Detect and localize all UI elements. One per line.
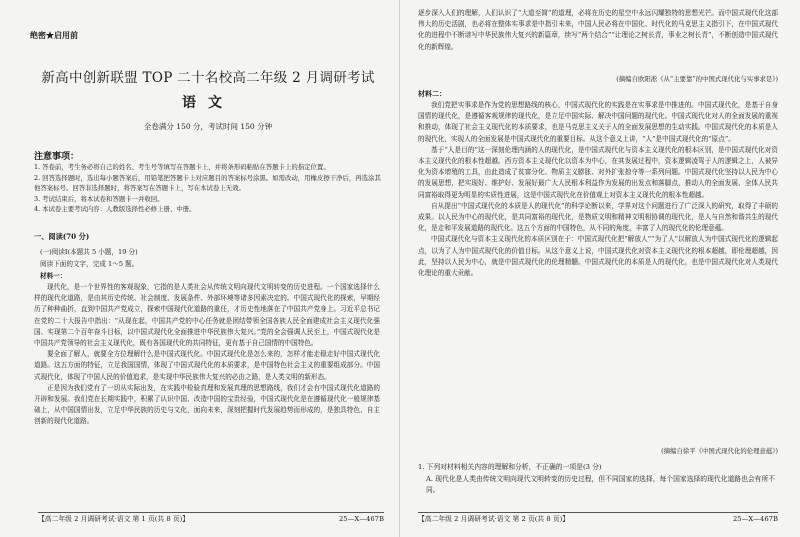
footer-text: 【高二年级 2 月调研考试·语文 第 1 页(共 8 页)】 [38,515,190,523]
paragraph: 中国式现代化与资本主义现代化的本质区别在于：中国式现代化把“解放人”“为了人”以解放人为中国式现代化的逻辑起点，以为了人为中国式现代化的价值目标。从这个意义上说，中国式现代化对资本主义现代化的根本超越，即伦理超越，因此，坚持以人民为中心，就是中国式现代化的伦理精髓。中国式现代化的本质是人的现代化，也是中国式现代化对人类现代化理论的重大贡献。 [418,235,778,278]
citation: (摘编自欧阳淞《从“主要靠”的中国式现代化与实事求是》) [616,75,778,83]
material-heading: 材料一： [40,272,67,280]
paragraph: 自从提出“中国式现代化的本质是人的现代化”的科学论断以来，学界对这个问题进行了广泛深入的研究，取得了丰硕的成果。以人民为中心的现代化，是共同富裕的现代化，是物质文明和精神文明相协调的现代化，是人与自然和谐共生的现代化，是走和平发展道路的现代化。这五个方面的中国特色，从不同的角度，丰富了人的现代化的伦理意蕴。 [418,201,778,233]
notice-item: 3. 考试结束后，将本试卷和答题卡一并收回。 [34,194,164,203]
exam-subject: 语文 [182,95,234,111]
footer-left [38,512,384,525]
material1-continuation [418,8,778,53]
section-instruction: 阅读下面的文字，完成 1～5 题。 [40,260,139,268]
footer-text: 【高二年级 2 月调研考试·语文 第 2 页(共 8 页)】 [418,515,570,523]
page-divider [399,0,400,537]
material2-body [418,100,778,440]
secret-mark: 绝密★启用前 [30,30,78,40]
option-a: A. 现代化是人类由传统文明向现代文明转变的历史过程，但不同国家的选择，每个国家选择的现代化道路也会有所不同。 [426,475,776,495]
exam-meta: 全卷满分 150 分，考试时间 150 分钟 [143,122,273,131]
question-1: 1. 下列对材料相关内容的理解和分析，不正确的一项是(3 分) [418,463,602,471]
paragraph: 现代化，是一个世界性的客观现象，它指的是人类社会从传统文明向现代文明转变的历史进程。一个国家选择什么样的现代化道路，是由其历史传统、社会制度、发展条件、外部环境等诸多因素决定的。中国式现代化的探索，早期经历了种种曲折，直到中国共产党成立，探索中国现代化道路的重任，才历史性地落在了中国共产党身上。习近平总书记在党的二十大报告中指出：“从现在起，中国共产党的中心任务就是团结带领全国各族人民全面建成社会主义现代化强国、实现第二个百年奋斗目标，以中国式现代化全面推进中华民族伟大复兴。”党的全会强调人民至上，中国式现代化是中国共产党领导的社会主义现代化，既有各国现代化的共同特征，更有基于自己国情的中国特色。 [34,283,380,348]
notice-item: 1. 答卷前，考生务必将自己的姓名、考生号等填写在答题卡上，并将条形码粘贴在答题卡上的指定位置。 [34,163,330,171]
paragraph: 基于“人是目的”这一深刻伦理内涵的人的现代化，是中国式现代化与资本主义现代化的根本区别，是中国式现代化对资本主义现代化的根本性超越。西方资本主义现代化以资本为中心，在其发展过程中，资本逻辑凌驾于人的逻辑之上，人被异化为资本增殖的工具，由此造成了贫富分化、物质主义膨胀、对外扩张掠夺等一系列问题。中国式现代化坚持以人民为中心的发展思想，把实现好、维护好、发展好最广大人民根本利益作为发展的出发点和落脚点，推动人的全面发展、全体人民共同富裕取得更为明显的实质性进展，这是中国式现代化在价值观上对资本主义现代化的根本性超越。 [418,145,778,199]
paragraph: 要全面了解人，就要全方位理解什么是中国式现代化。中国式现代化是怎么来的，怎样才能走稳走好中国式现代化道路。这五方面的特征，立足我国国情，体现了中国式现代化的本质要求，是中国特色社会主义的重要组成部分。中国式现代化，体现了中国人民的价值追求，是实现中华民族伟大复兴的必由之路，是人类文明的新形态。 [34,350,380,381]
paragraph: 逐步深入人们的理解，人们认识了“大道至简”的道理，必将在历史的星空中永远闪耀独特的思想光芒。而中国式现代化这部伟大的历史活剧，也必将在整体实事求是中指引未来，中国人民必将在中国化、时代化的马克思主义指引下，在中国式现代化的进程中不断谱写中华民族伟大复兴的新篇章，续写“两个结合”“让理论之树长青，事业之树长青”，不断创造中国式现代化的新辉煌。 [418,9,778,51]
footer-right [418,512,778,525]
notice-heading: 注意事项： [34,152,80,162]
citation: (摘编自徐平《中国式现代化的伦理意蕴》) [661,447,778,455]
exam-title: 新高中创新联盟 TOP 二十名校高二年级 2 月调研考试 [41,70,375,86]
material1-body [34,282,380,508]
section-heading: 一、阅读(70 分) [34,232,90,241]
subsection-heading: (一)阅读Ⅰ(本题共 5 小题，19 分) [40,248,138,256]
notice-list [34,162,384,215]
material-heading [418,88,778,100]
paragraph: 正是因为我们党有了一切从实际出发，在实践中检验真理和发展真理的思想路线，我们才会有中国式现代化道路的开辟和发展。我们党在长期实践中，积累了认识中国、改造中国的宝贵经验，中国式现代化是在遵循现代化一般规律基础上，从中国国情出发，立足中华民族的历史与文化，面向未来，深刻把握时代发展趋势而形成的，是独具特色、自主创新的现代化道路。 [34,383,380,426]
material2-heading: 材料二： [418,89,446,98]
footer-code: 25—X—467B [338,515,384,523]
footer-code: 25—X—467B [732,515,778,523]
notice-item: 2. 回答选择题时，选出每小题答案后，用铅笔把答题卡上对应题目的答案标号涂黑。如需改动，用橡皮擦干净后，再选涂其他答案标号。回答非选择题时，将答案写在答题卡上，写在本试卷上无效。 [34,173,381,193]
notice-item: 4. 本试卷主要考试内容：人教版选择性必修上册、中册。 [34,205,196,214]
paragraph: 我们党把实事求是作为党的思想路线的核心，中国式现代化的实践是在实事求是中推进的。中国式现代化，是基于自身国情的现代化，是遵循客观规律的现代化，是立足中国实际、解决中国问题的现代化。中国式现代化对人的全面发展的重视和推动，体现了社会主义现代化的本质要求，也是马克思主义关于人的全面发展思想的生动实践。中国式现代化的本质是人的现代化，实现人的全面发展是中国式现代化的重要目标。从这个意义上讲，“人”是中国式现代化的“原点”。 [418,101,778,143]
